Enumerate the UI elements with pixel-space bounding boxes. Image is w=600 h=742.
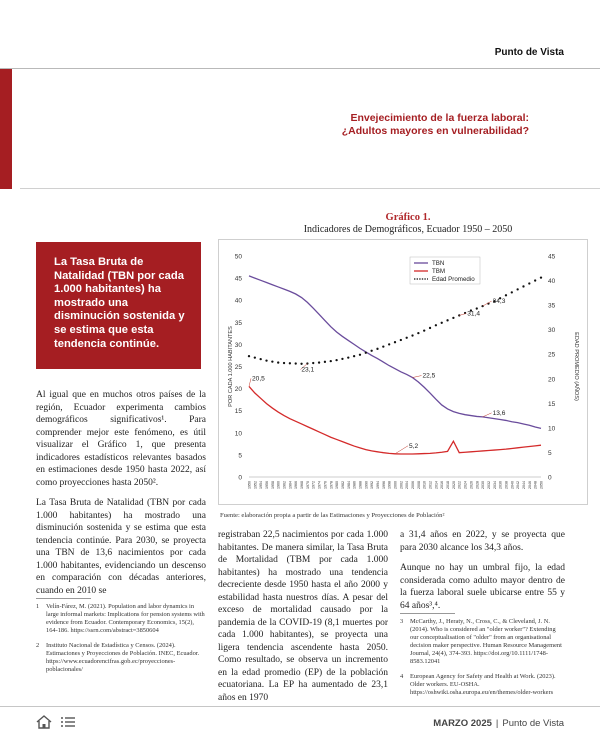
x-tick-label: 1976 <box>323 481 328 489</box>
edad-promedio-point <box>516 288 518 290</box>
annotation-leader <box>413 376 422 378</box>
x-tick-label: 2000 <box>393 481 398 489</box>
edad-promedio-point <box>260 358 262 360</box>
x-tick-label: 1992 <box>370 481 375 489</box>
x-tick-label: 2040 <box>510 481 515 489</box>
y-right-tick-label: 10 <box>548 425 556 433</box>
x-tick-label: 2012 <box>428 481 433 489</box>
footnote-number: 4 <box>400 673 404 680</box>
x-tick-label: 2048 <box>533 481 538 489</box>
edad-promedio-point <box>476 307 478 309</box>
edad-promedio-point <box>423 329 425 331</box>
body-column-2 <box>218 529 388 712</box>
body-column-1 <box>36 389 206 605</box>
edad-promedio-point <box>417 332 419 334</box>
edad-promedio-point <box>254 357 256 359</box>
y-right-tick-label: 15 <box>548 400 556 408</box>
edad-promedio-point <box>534 279 536 281</box>
edad-promedio-point <box>318 361 320 363</box>
x-tick-label: 1990 <box>364 481 369 489</box>
data-label: 20,5 <box>252 375 265 383</box>
y-right-tick-label: 30 <box>548 327 556 335</box>
edad-promedio-point <box>382 345 384 347</box>
footnote <box>36 603 206 635</box>
edad-promedio-point <box>341 358 343 360</box>
edad-promedio-point <box>324 361 326 363</box>
x-tick-label: 1994 <box>375 481 380 489</box>
footer-date: MARZO 2025 <box>433 718 492 729</box>
x-tick-label: 1996 <box>381 481 386 489</box>
edad-promedio-point <box>353 355 355 357</box>
footer-nav <box>36 715 76 729</box>
edad-promedio-point <box>388 343 390 345</box>
x-tick-label: 2010 <box>422 481 427 489</box>
edad-promedio-point <box>289 362 291 364</box>
x-tick-label: 1958 <box>270 481 275 489</box>
legend-entry: TBN <box>432 260 445 268</box>
x-tick-label: 1952 <box>253 481 258 489</box>
y-left-tick-label: 5 <box>238 452 242 460</box>
footnote <box>400 673 565 697</box>
y-left-tick-label: 35 <box>234 319 242 327</box>
x-tick-label: 1960 <box>276 481 281 489</box>
edad-promedio-point <box>248 355 250 357</box>
edad-promedio-point <box>406 337 408 339</box>
annotation-leader <box>395 446 408 454</box>
header-divider <box>0 68 600 69</box>
edad-promedio-point <box>265 359 267 361</box>
edad-promedio-point <box>528 282 530 284</box>
edad-promedio-point <box>359 354 361 356</box>
x-tick-label: 1956 <box>265 481 270 489</box>
annotation-leader <box>483 413 492 417</box>
x-tick-label: 1950 <box>247 481 252 489</box>
footnote-text: Instituto Nacional de Estadística y Censos. (2024). Estimaciones y Proyecciones de Población. INEC, Ecuador. https://www.ecuadorencifras.gob.ec/proyecciones-poblacionales/ <box>46 642 200 673</box>
annotation-leader <box>459 313 466 315</box>
callout-box <box>36 242 201 369</box>
y-right-tick-label: 45 <box>548 253 556 261</box>
x-tick-label: 1998 <box>387 481 392 489</box>
edad-promedio-point <box>277 361 279 363</box>
x-tick-label: 1964 <box>288 481 293 489</box>
x-tick-label: 2004 <box>405 481 410 489</box>
edad-promedio-point <box>376 348 378 350</box>
footer-separator: | <box>495 718 499 729</box>
edad-promedio-point <box>271 360 273 362</box>
x-tick-label: 2046 <box>527 481 532 489</box>
edad-promedio-point <box>411 334 413 336</box>
edad-promedio-point <box>540 276 542 278</box>
x-tick-label: 1982 <box>340 481 345 489</box>
edad-promedio-point <box>295 362 297 364</box>
y-left-tick-label: 10 <box>234 430 242 438</box>
demographics-chart <box>219 240 587 504</box>
x-tick-label: 2022 <box>457 481 462 489</box>
x-tick-label: 2020 <box>451 481 456 489</box>
footer-label: Punto de Vista <box>502 718 564 729</box>
legend-entry: Edad Promedio <box>432 276 475 284</box>
legend-entry: TBM <box>432 268 446 276</box>
edad-promedio-point <box>452 317 454 319</box>
annotation-leader <box>483 301 492 306</box>
data-label: 34,3 <box>492 298 506 306</box>
data-label: 31,4 <box>467 310 481 318</box>
edad-promedio-point <box>365 352 367 354</box>
y-right-tick-label: 25 <box>548 351 556 359</box>
x-tick-label: 1978 <box>329 481 334 489</box>
edad-promedio-point <box>370 350 372 352</box>
footnote-number: 2 <box>36 642 40 649</box>
accent-bar <box>0 69 12 189</box>
y-right-tick-label: 35 <box>548 302 556 310</box>
footnote-divider <box>400 613 455 614</box>
edad-promedio-point <box>522 285 524 287</box>
body-column-3 <box>400 529 565 620</box>
y-right-tick-label: 40 <box>548 278 556 286</box>
x-tick-label: 2018 <box>446 481 451 489</box>
article-title-line2: ¿Adultos mayores en vulnerabilidad? <box>341 125 529 137</box>
section-divider <box>20 188 600 189</box>
footnote <box>400 618 565 666</box>
x-tick-label: 2006 <box>411 481 416 489</box>
edad-promedio-point <box>347 357 349 359</box>
x-tick-label: 2050 <box>539 481 544 489</box>
edad-promedio-point <box>400 339 402 341</box>
x-tick-label: 1966 <box>294 481 299 489</box>
y-right-tick-label: 5 <box>548 449 552 457</box>
footnote-number: 1 <box>36 603 40 610</box>
y-left-tick-label: 30 <box>234 341 242 349</box>
edad-promedio-point <box>511 291 513 293</box>
y-left-tick-label: 45 <box>234 275 242 283</box>
x-tick-label: 2038 <box>504 481 509 489</box>
data-label: 23,1 <box>301 366 315 374</box>
y-left-axis-label: POR CADA 1.000 HABITANTES <box>228 326 234 407</box>
edad-promedio-point <box>429 327 431 329</box>
annotation-leader <box>249 378 251 386</box>
data-label: 5,2 <box>409 442 419 450</box>
callout-text: La Tasa Bruta de Natalidad (TBN por cada 1.000 habitantes) ha mostrado una disminución sostenida y se estima que esta tendencia continúe. <box>54 256 185 350</box>
x-tick-label: 1980 <box>335 481 340 489</box>
footnote-text: European Agency for Safety and Health at Work. (2023). Older workers. EU-OSHA. https://oshwiki.osha.europa.eu/en/themes/older-workers <box>410 673 556 696</box>
edad-promedio-point <box>330 360 332 362</box>
footnote-text: McCarthy, J., Heraty, N., Cross, C., & Cleveland, J. N. (2014). Who is considered an "older worker"? Extending our conceptualisation of "older" from an organisational decision maker perspective. Human Resource Management Journal, 24(4), 374-393. https://doi.org/10.1111/1748-8583.12041 <box>410 618 562 665</box>
x-tick-label: 2026 <box>469 481 474 489</box>
x-tick-label: 1962 <box>282 481 287 489</box>
edad-promedio-point <box>441 322 443 324</box>
footer-divider <box>0 706 600 707</box>
y-left-tick-label: 50 <box>234 253 242 261</box>
footnote-divider <box>36 598 91 599</box>
footnote-number: 3 <box>400 618 404 625</box>
paragraph: a 31,4 años en 2022, y se proyecta que para 2030 alcance los 34,3 años. <box>400 530 565 553</box>
figure-label: Gráfico 1. <box>385 212 431 223</box>
x-tick-label: 1968 <box>300 481 305 489</box>
data-label: 13,6 <box>492 409 506 417</box>
x-tick-label: 2014 <box>434 481 439 489</box>
edad-promedio-point <box>446 319 448 321</box>
y-right-tick-label: 0 <box>548 474 552 482</box>
edad-promedio-point <box>312 362 314 364</box>
y-left-tick-label: 0 <box>238 474 242 482</box>
y-left-tick-label: 40 <box>234 297 242 305</box>
y-right-tick-label: 20 <box>548 376 556 384</box>
x-tick-label: 2028 <box>475 481 480 489</box>
article-title-line1: Envejecimiento de la fuerza laboral: <box>350 112 529 124</box>
x-tick-label: 2016 <box>440 481 445 489</box>
y-left-tick-label: 20 <box>234 386 242 394</box>
edad-promedio-point <box>300 363 302 365</box>
article-title <box>342 112 529 138</box>
paragraph: La Tasa Bruta de Natalidad (TBN por cada 1.000 habitantes) ha mostrado una disminución sostenida y se estima que esta tendencia continúe. Para 2030, se proyecta una TBN de 13,6 nacimientos por cada 1.000 habitantes, evidenciando un descenso en comparación con décadas anteriores, cuando en 2010 se <box>36 498 206 596</box>
x-tick-label: 2002 <box>399 481 404 489</box>
section-label: Punto de Vista <box>494 47 564 58</box>
edad-promedio-point <box>283 362 285 364</box>
footnotes-right <box>400 618 565 704</box>
y-right-axis-label: EDAD PROMEDIO (AÑOS) <box>573 332 579 401</box>
x-tick-label: 2008 <box>416 481 421 489</box>
x-tick-label: 1954 <box>259 481 264 489</box>
paragraph: registraban 22,5 nacimientos por cada 1.000 habitantes. De manera similar, la Tasa Bruta de Mortalidad (TBM por cada 1.000 habitantes) ha mostrado una tendencia decreciente desde 1950 hasta el año 2000 y estabilidad hasta nuestros días. A pesar del exceso de mortalidad causado por la pandemia de la COVID-19 (8,1 muertes por cada 1.000 habitantes), se proyecta una ligera tendencia ascendente hasta 2050. Como resultado, se observa un incremento en la edad promedio (EP) de la población ecuatoriana. La EP ha aumentado de 23,1 años en 1970 <box>218 530 388 703</box>
figure-title: Indicadores de Demográficos, Ecuador 1950 – 2050 <box>303 224 513 235</box>
edad-promedio-point <box>394 341 396 343</box>
chart-container <box>218 239 588 505</box>
chart-source: Fuente: elaboración propia a partir de las Estimaciones y Proyecciones de Población² <box>220 512 445 519</box>
x-tick-label: 2034 <box>492 481 497 489</box>
x-tick-label: 1970 <box>305 481 310 489</box>
paragraph: Al igual que en muchos otros países de la región, Ecuador experimenta cambios demográficos significativos¹. Para comprender mejor este fenómeno, es útil visualizar el Gráfico 1, que presenta indicadores estadísticos relevantes basados en estimaciones desde 1950 hasta 2022, así como proyecciones hasta 2050². <box>36 390 206 488</box>
edad-promedio-point <box>505 294 507 296</box>
x-tick-label: 1974 <box>317 481 322 489</box>
x-tick-label: 1972 <box>311 481 316 489</box>
data-label: 22,5 <box>422 372 436 380</box>
footer-text <box>433 718 564 729</box>
x-tick-label: 2044 <box>521 481 526 489</box>
home-icon[interactable] <box>36 715 52 729</box>
x-tick-label: 1986 <box>352 481 357 489</box>
footnotes-left <box>36 603 206 681</box>
x-tick-label: 1988 <box>358 481 363 489</box>
edad-promedio-point <box>435 324 437 326</box>
edad-promedio-point <box>335 359 337 361</box>
y-left-tick-label: 15 <box>234 408 242 416</box>
x-tick-label: 2030 <box>481 481 486 489</box>
x-tick-label: 2042 <box>516 481 521 489</box>
x-tick-label: 2036 <box>498 481 503 489</box>
tbm-series-line <box>249 386 541 454</box>
x-tick-label: 1984 <box>346 481 351 489</box>
paragraph: Aunque no hay un umbral fijo, la edad considerada como adulto mayor dentro de la fuerza laboral suele ubicarse entre 55 y 64 años³,⁴. <box>400 563 565 611</box>
x-tick-label: 2032 <box>486 481 491 489</box>
y-left-tick-label: 25 <box>234 364 242 371</box>
x-tick-label: 2024 <box>463 481 468 489</box>
footnote-text: Velín-Fárez, M. (2021). Population and labor dynamics in large informal markets: Implications for pension systems with evidence from Ecuador. Contemporary Economics, 15(2), 164-186. https://ssrn.com/abstract=3850604 <box>46 603 205 634</box>
footnote <box>36 642 206 674</box>
menu-list-icon[interactable] <box>60 715 76 729</box>
